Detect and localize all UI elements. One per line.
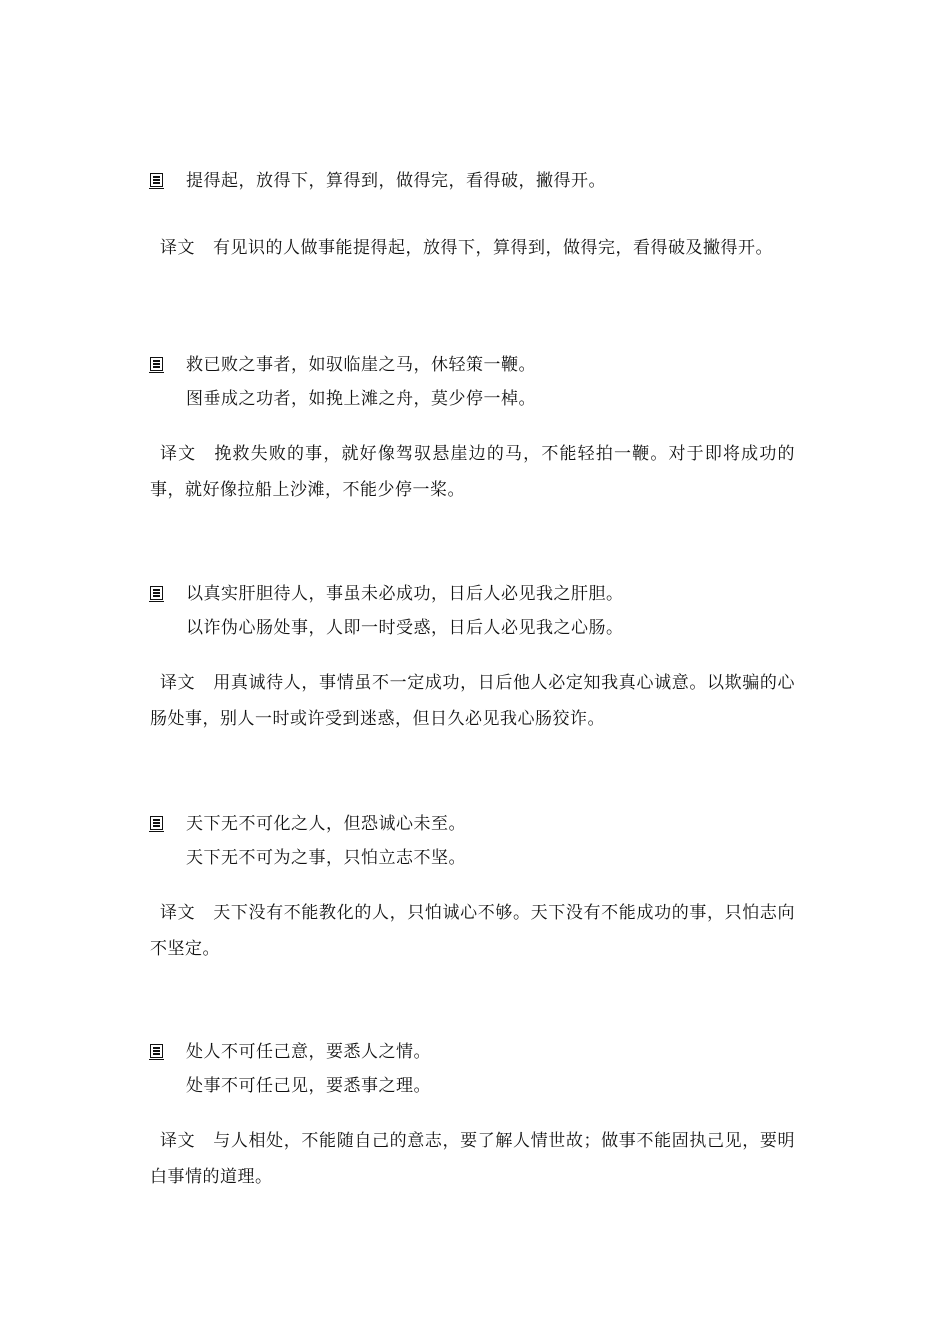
maxim-line — [150, 388, 800, 410]
maxim-line — [150, 583, 800, 605]
translation-label: 译文 — [160, 1131, 196, 1151]
document-icon — [150, 816, 163, 830]
maxim-text: 救已败之事者，如驭临崖之马，休轻策一鞭。 — [186, 355, 536, 375]
maxim-entry-5 — [150, 1041, 800, 1195]
maxim-line — [150, 354, 800, 376]
maxim-text: 图垂成之功者，如挽上滩之舟，莫少停一棹。 — [186, 389, 536, 409]
translation-label: 译文 — [160, 903, 196, 923]
translation-paragraph — [150, 1123, 795, 1195]
maxim-text: 天下无不可为之事，只怕立志不坚。 — [186, 848, 466, 868]
maxim-entry-3 — [150, 583, 800, 737]
maxim-text: 处人不可任己意，要悉人之情。 — [186, 1042, 431, 1062]
document-icon — [150, 357, 163, 371]
translation-paragraph — [150, 436, 795, 508]
translation-label: 译文 — [160, 238, 195, 258]
document-icon — [150, 586, 163, 600]
document-icon — [150, 1044, 163, 1058]
maxim-text: 以真实肝胆待人，事虽未必成功，日后人必见我之肝胆。 — [186, 584, 624, 604]
translation-paragraph — [150, 230, 795, 266]
maxim-text: 处事不可任己见，要悉事之理。 — [186, 1076, 431, 1096]
translation-text: 有见识的人做事能提得起，放得下，算得到，做得完，看得破及撇得开。 — [213, 238, 773, 258]
translation-text: 天下没有不能教化的人，只怕诚心不够。天下没有不能成功的事，只怕志向不坚定。 — [150, 903, 795, 959]
maxim-line — [150, 617, 800, 639]
maxim-line — [150, 1075, 800, 1097]
maxim-entry-1 — [150, 170, 800, 266]
maxim-line — [150, 1041, 800, 1063]
maxim-entry-2 — [150, 354, 800, 508]
translation-label: 译文 — [160, 444, 197, 464]
translation-label: 译文 — [160, 673, 196, 693]
maxim-line — [150, 170, 800, 192]
maxim-line — [150, 847, 800, 869]
maxim-entry-4 — [150, 813, 800, 967]
maxim-text: 以诈伪心肠处事，人即一时受惑，日后人必见我之心肠。 — [186, 618, 624, 638]
translation-text: 挽救失败的事，就好像驾驭悬崖边的马，不能轻拍一鞭。对于即将成功的事，就好像拉船上沙滩，不能少停一桨。 — [150, 444, 796, 500]
maxim-line — [150, 813, 800, 835]
maxim-text: 提得起，放得下，算得到，做得完，看得破，撇得开。 — [186, 171, 606, 191]
document-icon — [150, 173, 163, 187]
translation-text: 与人相处，不能随自己的意志，要了解人情世故；做事不能固执己见，要明白事情的道理。 — [150, 1131, 795, 1187]
translation-text: 用真诚待人，事情虽不一定成功，日后他人必定知我真心诚意。以欺骗的心肠处事，别人一时或许受到迷惑，但日久必见我心肠狡诈。 — [150, 673, 795, 729]
translation-paragraph — [150, 665, 795, 737]
translation-paragraph — [150, 895, 795, 967]
maxim-text: 天下无不可化之人，但恐诚心未至。 — [186, 814, 466, 834]
